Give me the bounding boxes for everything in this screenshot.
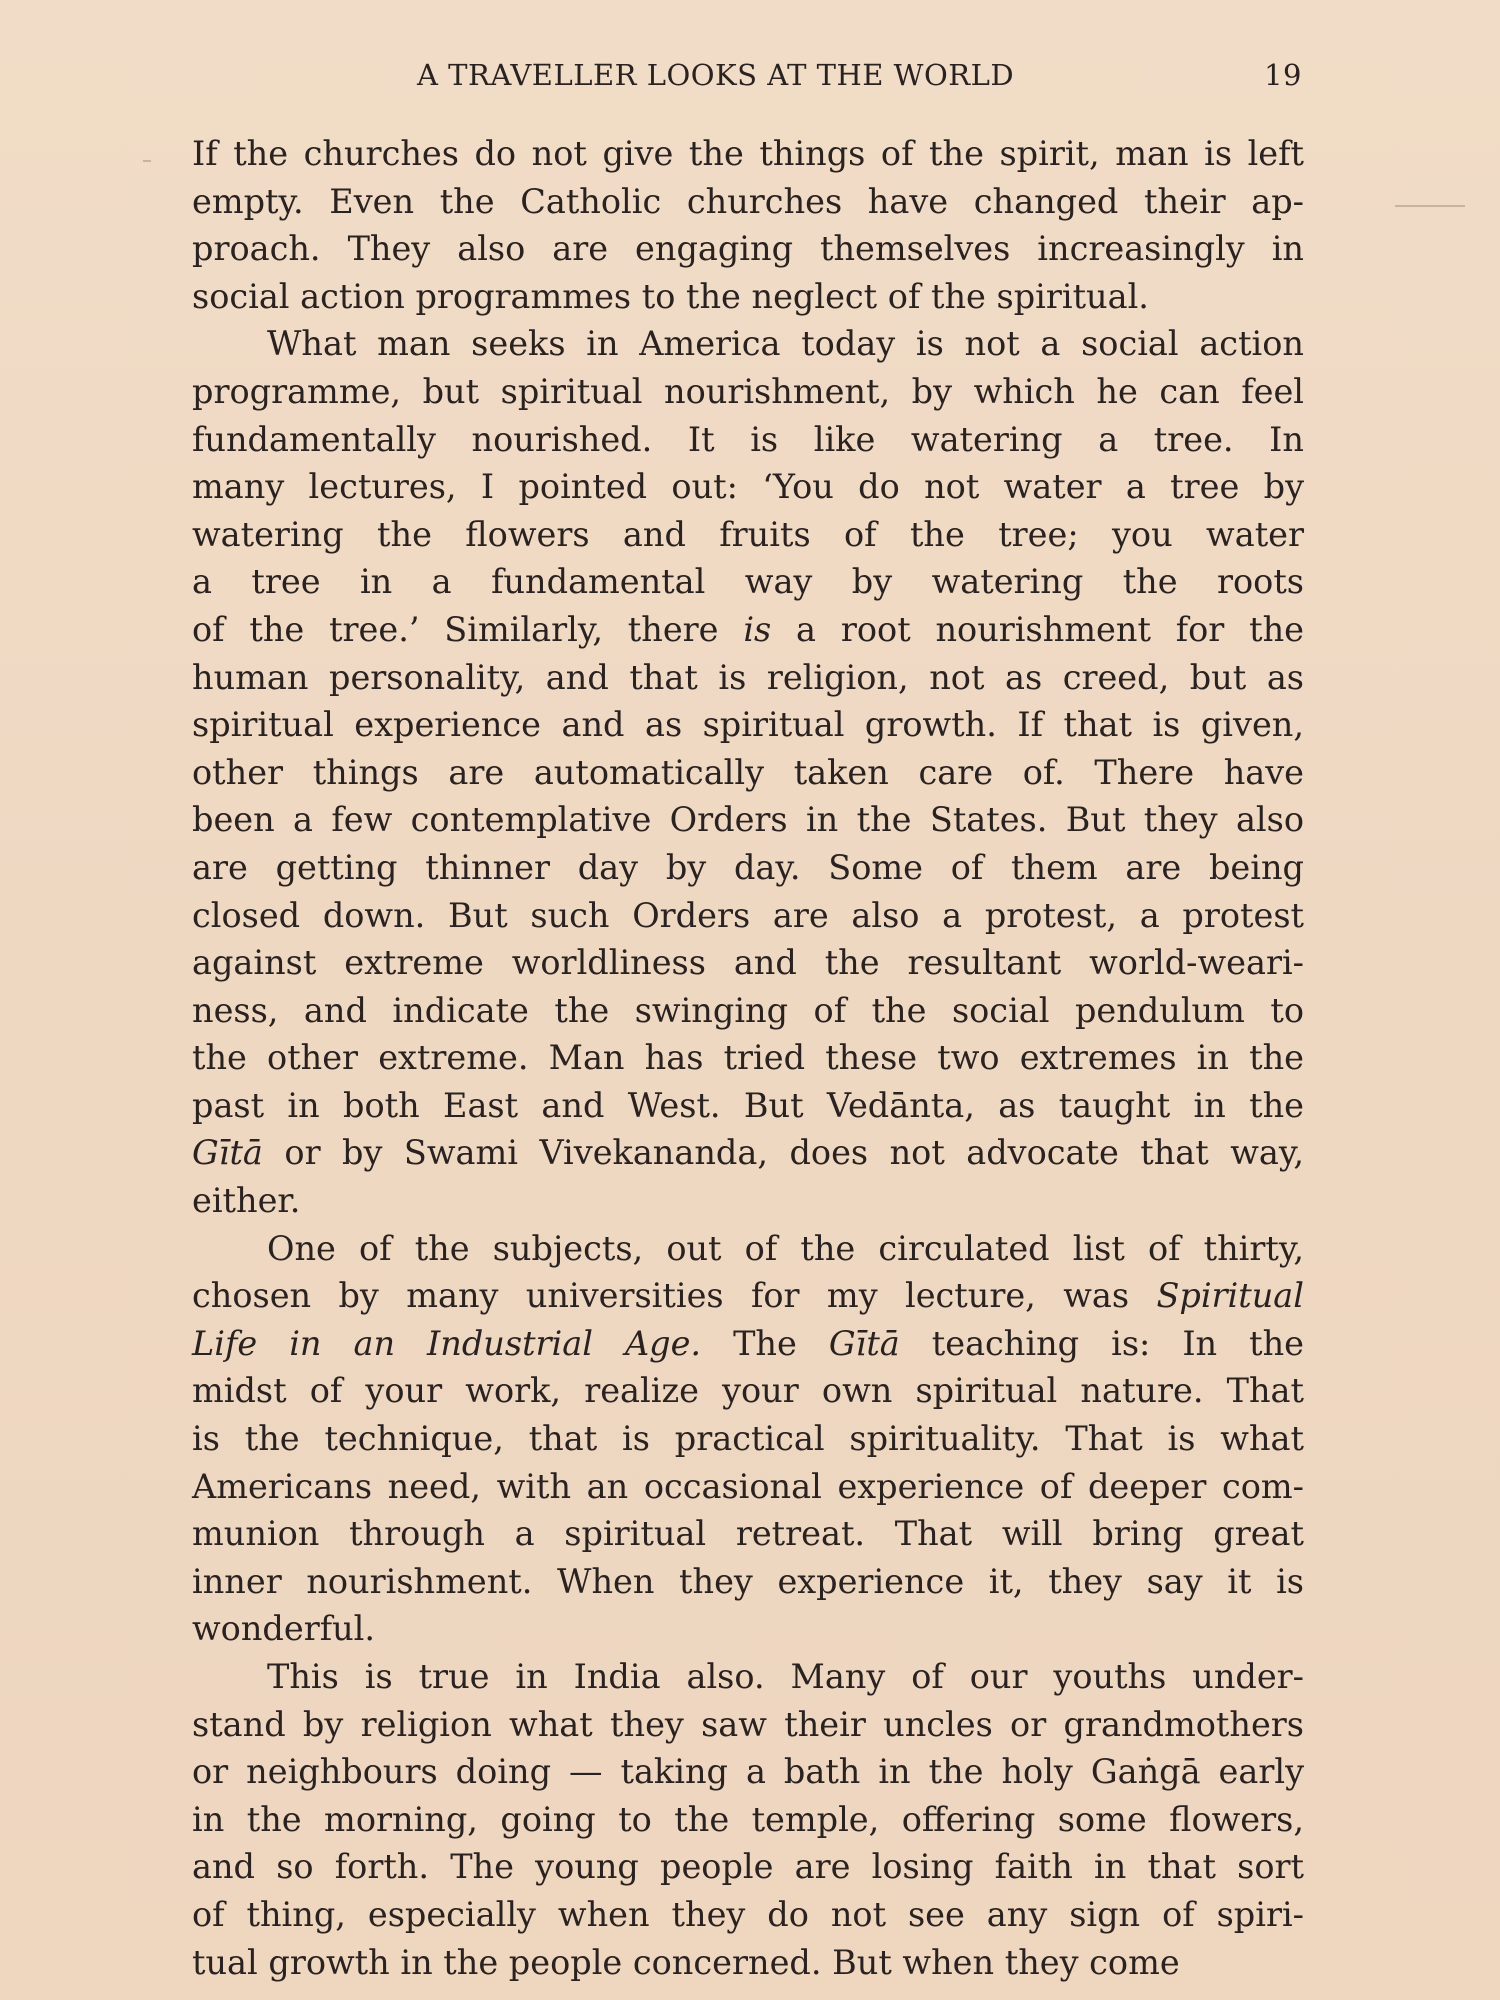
running-title: A TRAVELLER LOOKS AT THE WORLD: [417, 58, 1015, 92]
paragraph: [192, 130, 1304, 320]
text-line: a tree in a fundamental way by watering the roots: [192, 562, 1304, 602]
text-line: spiritual experience and as spiritual growth. If that is given,: [192, 705, 1304, 745]
text-line: are getting thinner day by day. Some of them are being: [192, 847, 1304, 887]
italic-text: Spiritual: [1156, 1276, 1304, 1316]
text-line: or neighbours doing — taking a bath in the holy Gaṅgā early: [192, 1752, 1304, 1792]
text-line: chosen by many universities for my lecture, was Spiritual: [192, 1276, 1304, 1316]
text-line: munion through a spiritual retreat. That will bring great: [192, 1514, 1304, 1554]
text-line: empty. Even the Catholic churches have changed their ap-: [192, 181, 1304, 221]
text-line: other things are automatically taken care of. There have: [192, 752, 1304, 792]
text-line: watering the flowers and fruits of the tree; you water: [192, 514, 1304, 554]
text-line: Life in an Industrial Age. The Gītā teaching is: In the: [192, 1323, 1304, 1363]
text-line: either.: [192, 1181, 301, 1221]
text-line: ness, and indicate the swinging of the social pendulum to: [192, 990, 1304, 1030]
text-line: social action programmes to the neglect of the spiritual.: [192, 276, 1149, 316]
text-line: midst of your work, realize your own spiritual nature. That: [192, 1371, 1304, 1411]
italic-text: Gītā: [192, 1133, 263, 1173]
text-line: Americans need, with an occasional experience of deeper com-: [192, 1466, 1304, 1506]
text-line: Gītā or by Swami Vivekananda, does not advocate that way,: [192, 1133, 1304, 1173]
text-line: What man seeks in America today is not a social action: [267, 324, 1304, 364]
paragraph: [192, 320, 1304, 1224]
text-line: against extreme worldliness and the resultant world-weari-: [192, 943, 1304, 983]
text-line: is the technique, that is practical spirituality. That is what: [192, 1419, 1304, 1459]
text-line: wonderful.: [192, 1609, 376, 1649]
italic-text: Life in an Industrial Age.: [192, 1323, 702, 1363]
text-line: tual growth in the people concerned. But when they come: [192, 1942, 1180, 1982]
text-line: If the churches do not give the things of the spirit, man is left: [192, 134, 1304, 173]
running-head: [192, 52, 1302, 102]
text-line: the other extreme. Man has tried these two extremes in the: [192, 1038, 1304, 1078]
text-line: One of the subjects, out of the circulated list of thirty,: [267, 1228, 1304, 1268]
text-line: of the tree.’ Similarly, there is a root nourishment for the: [192, 609, 1304, 649]
text-line: in the morning, going to the temple, offering some flowers,: [192, 1799, 1304, 1839]
text-line: proach. They also are engaging themselves increasingly in: [192, 229, 1304, 269]
text-line: inner nourishment. When they experience it, they say it is: [192, 1561, 1304, 1601]
text-line: been a few contemplative Orders in the States. But they also: [192, 800, 1304, 840]
text-line: closed down. But such Orders are also a protest, a protest: [192, 895, 1304, 935]
body-text: [192, 130, 1304, 1986]
text-line: many lectures, I pointed out: ‘You do not water a tree by: [192, 467, 1304, 507]
paragraph: [192, 1225, 1304, 1653]
text-line: fundamentally nourished. It is like watering a tree. In: [192, 419, 1304, 459]
text-line: human personality, and that is religion, not as creed, but as: [192, 657, 1304, 697]
text-line: past in both East and West. But Vedānta, as taught in the: [192, 1085, 1304, 1125]
text-line: of thing, especially when they do not see any sign of spiri-: [192, 1894, 1304, 1934]
italic-text: Gītā: [828, 1323, 900, 1363]
page-number: 19: [1264, 58, 1302, 92]
text-line: stand by religion what they saw their uncles or grandmothers: [192, 1704, 1304, 1744]
paragraph: [192, 1653, 1304, 1986]
margin-mark: [1395, 205, 1465, 207]
italic-text: is: [743, 609, 772, 649]
margin-mark: [143, 160, 151, 162]
text-line: programme, but spiritual nourishment, by which he can feel: [192, 371, 1304, 411]
text-line: and so forth. The young people are losing faith in that sort: [192, 1847, 1304, 1887]
text-line: This is true in India also. Many of our youths under-: [267, 1657, 1304, 1696]
